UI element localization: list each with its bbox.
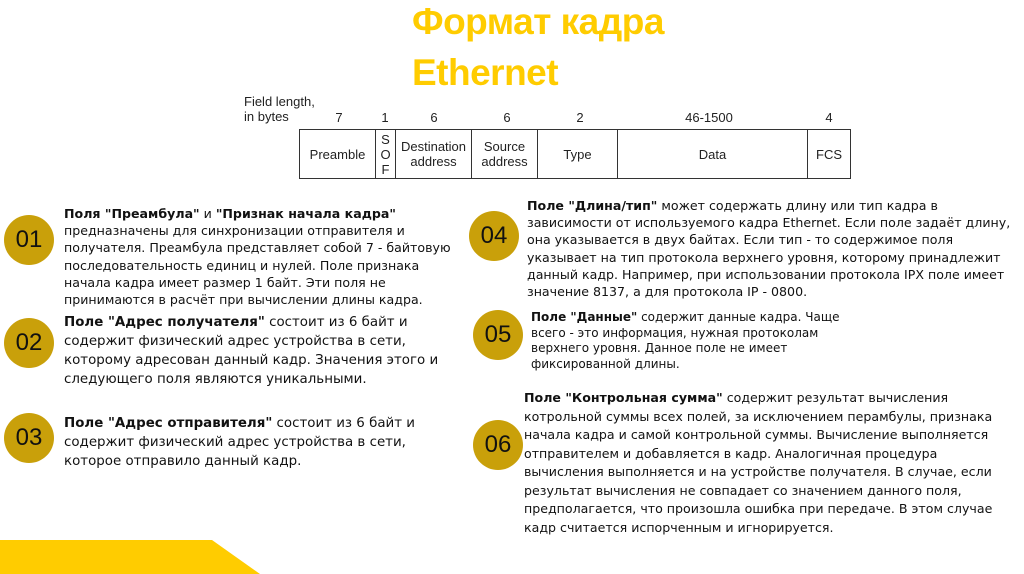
length-data: 46-1500: [685, 110, 733, 125]
badge-05: 05: [473, 310, 523, 360]
field-sof: [376, 130, 396, 178]
item-03-text: Поле "Адрес отправителя" состоит из 6 байт и содержит физический адрес устройства в сети, которое отправило данный кадр.: [64, 416, 416, 469]
length-preamble: 7: [335, 110, 343, 125]
field-source: Source address: [472, 130, 538, 178]
length-source: 6: [503, 110, 511, 125]
item-06-text: Поле "Контрольная сумма" содержит результат вычисления котрольной суммы всех полей, за исключением перамбулы, признака начала кадра и самой контрольной суммы. Вычисление выполняется отправителем и добавляется в кадр. Аналогичная процедура вычисления выполняется и на устройстве получателя. В случае, если результат вычисления не совпадает со значением данного поля, предполагается, что произошла ошибка при передаче. В этом случае кадр считается испорченным и игнорируется.: [524, 390, 993, 535]
decorative-yellow-band: [0, 540, 260, 574]
length-fcs: 4: [825, 110, 833, 125]
title-line-1: Формат кадра: [412, 1, 664, 42]
badge-01: 01: [4, 215, 54, 265]
badge-04: 04: [469, 211, 519, 261]
item-01-text: Поля "Преамбула" и "Признак начала кадра" предназначены для синхронизации отправителя и получателя. Преамбула представляет собой 7 - байтовую последовательность единиц и нулей. Поле признака начала кадра имеет размер 1 байт. Эти поля не принимаются в расчёт при вычислении длины кадра.: [64, 206, 451, 308]
badge-06: 06: [473, 420, 523, 470]
item-02-text: Поле "Адрес получателя" состоит из 6 байт и содержит физический адрес устройства в сети, которому адресован данный кадр. Значения этого и следующего поля являются уникальными.: [64, 315, 439, 387]
length-destination: 6: [430, 110, 438, 125]
field-length-label: Field length, in bytes: [244, 94, 315, 124]
field-type: Type: [538, 130, 618, 178]
frame-fields: [299, 129, 851, 179]
field-destination: Destination address: [396, 130, 472, 178]
badge-03: 03: [4, 413, 54, 463]
item-05-text: Поле "Данные" содержит данные кадра. Чаще всего - это информация, нужная протоколам верхнего уровня. Данное поле не имеет фиксированной длины.: [531, 310, 840, 371]
field-preamble: Preamble: [300, 130, 376, 178]
title-line-2: Ethernet: [412, 52, 559, 93]
item-04-text: Поле "Длина/тип" может содержать длину или тип кадра в зависимости от используемого кадра Ethernet. Если поле задаёт длину, она указывается в двух байтах. Если тип - то содержимое поля указывает на тип протокола верхнего уровня, которому принадлежит данный кадр. Например, при использовании протокола IPX поле имеет значение 8137, а для протокола IP - 0800.: [527, 198, 1011, 300]
badge-02: 02: [4, 318, 54, 368]
field-sof-label: SOF: [380, 131, 391, 177]
field-fcs: FCS: [816, 146, 842, 162]
length-sof: 1: [381, 110, 389, 125]
field-data: Data: [618, 130, 808, 178]
page-title: [412, 0, 664, 98]
length-type: 2: [576, 110, 584, 125]
